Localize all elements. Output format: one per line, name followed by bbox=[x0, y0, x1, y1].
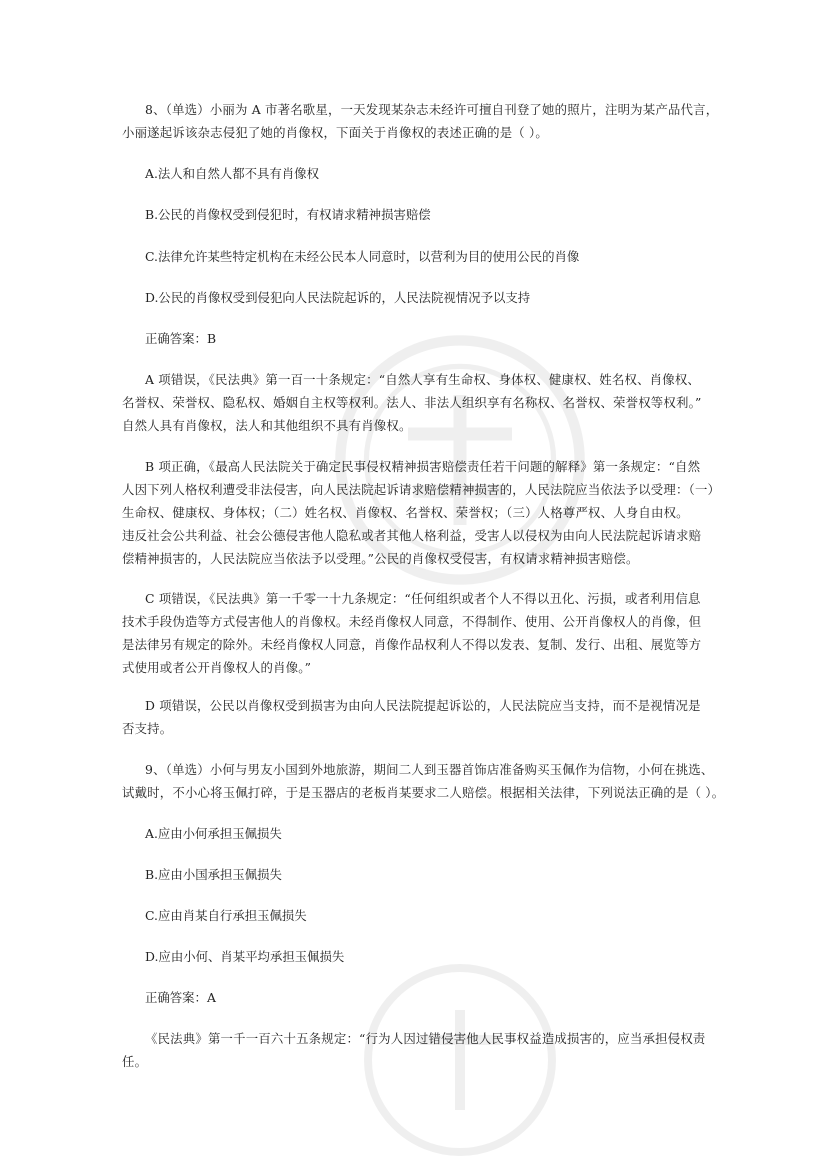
q8-option-d: D.公民的肖像权受到侵犯向人民法院起诉的，人民法院视情况予以支持 bbox=[145, 290, 531, 305]
question-8-stem: 8、（单选）小丽为 A 市著名歌星，一天发现某杂志未经许可擅自刊登了她的照片，注明为某产品代言， bbox=[145, 102, 719, 117]
q8-option-a: A.法人和自然人都不具有肖像权 bbox=[145, 166, 319, 181]
q9-answer: 正确答案：A bbox=[145, 990, 216, 1005]
q8-option-b: B.公民的肖像权受到侵犯时，有权请求精神损害赔偿 bbox=[145, 207, 431, 222]
q9-option-a: A.应由小何承担玉佩损失 bbox=[145, 826, 282, 841]
q9-analysis-cont: 任。 bbox=[122, 1054, 148, 1069]
q8-analysis-d-cont: 否支持。 bbox=[122, 721, 173, 736]
q8-analysis-b-cont: 人因下列人格权利遭受非法侵害，向人民法院起诉请求赔偿精神损害的，人民法院应当依法予以受理：（一） 生命权、健康权、身体权；（二）姓名权、肖像权、名誉权、荣誉权；（三）人格尊严权、人身自由权。 违反社会公共利益、社会公德侵害他人隐私或者其他人格利益，受害人以侵权为由向人民法院起诉请求赔 偿精神损害的，人民法院应当依法予以受理。”公民的肖像权受侵害，有权请求精神损害赔偿。 bbox=[122, 482, 721, 566]
q8-analysis-a: A 项错误，《民法典》第一百一十条规定：“自然人享有生命权、身体权、健康权、姓名权、肖像权、 bbox=[145, 372, 701, 387]
q8-option-c: C.法律允许某些特定机构在未经公民本人同意时，以营利为目的使用公民的肖像 bbox=[145, 249, 580, 264]
q9-option-c: C.应由肖某自行承担玉佩损失 bbox=[145, 908, 307, 923]
question-8-stem-cont: 小丽遂起诉该杂志侵犯了她的肖像权，下面关于肖像权的表述正确的是（ ）。 bbox=[122, 125, 549, 140]
q8-analysis-b: B 项正确，《最高人民法院关于确定民事侵权精神损害赔偿责任若干问题的解释》第一条规定：“自然 bbox=[145, 459, 701, 474]
q8-answer: 正确答案：B bbox=[145, 331, 217, 346]
q8-analysis-d: D 项错误，公民以肖像权受到损害为由向人民法院提起诉讼的，人民法院应当支持，而不是视情况是 bbox=[145, 698, 701, 713]
q8-analysis-c: C 项错误，《民法典》第一千零一十九条规定：“任何组织或者个人不得以丑化、污损，或者利用信息 bbox=[145, 591, 701, 606]
question-9-stem-cont: 试戴时，不小心将玉佩打碎，于是玉器店的老板肖某要求二人赔偿。根据相关法律，下列说法正确的是（ ）。 bbox=[122, 785, 725, 800]
q9-analysis: 《民法典》第一千一百六十五条规定：“行为人因过错侵害他人民事权益造成损害的，应当承担侵权责 bbox=[145, 1031, 706, 1046]
q8-analysis-c-cont: 技术手段伪造等方式侵害他人的肖像权。未经肖像权人同意，不得制作、使用、公开肖像权人的肖像，但 是法律另有规定的除外。未经肖像权人同意，肖像作品权利人不得以发表、复制、发行、出租、展览等方 式使用或者公开肖像权人的肖像。” bbox=[122, 614, 702, 675]
q9-option-b: B.应由小国承担玉佩损失 bbox=[145, 867, 282, 882]
q9-option-d: D.应由小何、肖某平均承担玉佩损失 bbox=[145, 949, 345, 964]
q8-analysis-a-cont: 名誉权、荣誉权、隐私权、婚姻自主权等权利。法人、非法人组织享有名称权、名誉权、荣誉权等权利。” 自然人具有肖像权，法人和其他组织不具有肖像权。 bbox=[122, 395, 702, 433]
question-9-stem: 9、（单选）小何与男友小国到外地旅游，期间二人到玉器首饰店准备购买玉佩作为信物，小何在挑选、 bbox=[145, 762, 714, 777]
